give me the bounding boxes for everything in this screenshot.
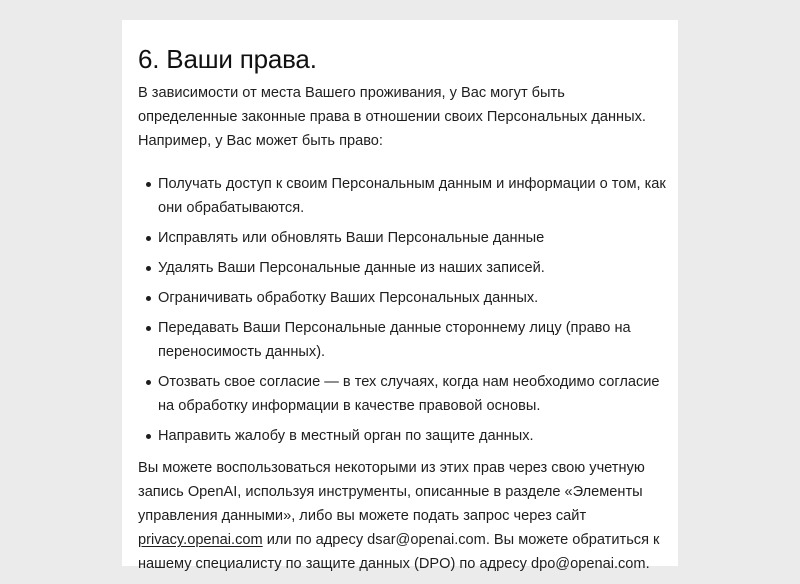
list-item xyxy=(138,286,668,310)
bullet-icon xyxy=(146,296,151,301)
privacy-portal-link[interactable]: privacy.openai.com xyxy=(138,532,263,548)
list-item-text: Передавать Ваши Персональные данные стороннему лицу (право на переносимость данных). xyxy=(158,320,631,360)
list-item-text: Удалять Ваши Персональные данные из наших записей. xyxy=(158,260,545,276)
list-item xyxy=(138,370,668,418)
list-item-text: Получать доступ к своим Персональным данным и информации о том, как они обрабатываются. xyxy=(158,176,666,216)
outro-text-before-link: Вы можете воспользоваться некоторыми из этих прав через свою учетную запись OpenAI, используя инструменты, описанные в разделе «Элементы управления данными», либо вы можете подать запрос через сайт xyxy=(138,460,645,524)
bullet-icon xyxy=(146,434,151,439)
outro-text-after-link: или по адресу dsar@openai.com. Вы можете обратиться к нашему специалисту по защите данных (DPO) по адресу dpo@openai.com. xyxy=(138,532,660,572)
list-item xyxy=(138,256,668,280)
rights-list xyxy=(138,172,668,454)
bullet-icon xyxy=(146,380,151,385)
bullet-icon xyxy=(146,266,151,271)
list-item xyxy=(138,424,668,448)
bullet-icon xyxy=(146,182,151,187)
bullet-icon xyxy=(146,326,151,331)
section-heading: 6. Ваши права. xyxy=(138,44,317,74)
list-item-text: Ограничивать обработку Ваших Персональных данных. xyxy=(158,290,539,306)
outro-paragraph xyxy=(138,456,668,576)
bullet-icon xyxy=(146,236,151,241)
content-card xyxy=(122,20,678,572)
list-item xyxy=(138,172,668,220)
list-item-text: Отозвать свое согласие — в тех случаях, когда нам необходимо согласие на обработку информации в качестве правовой основы. xyxy=(158,374,660,414)
list-item xyxy=(138,316,668,364)
list-item-text: Направить жалобу в местный орган по защите данных. xyxy=(158,428,534,444)
list-item-text: Исправлять или обновлять Ваши Персональные данные xyxy=(158,230,545,246)
intro-paragraph: В зависимости от места Вашего проживания, у Вас могут быть определенные законные права в отношении своих Персональных данных. Например, у Вас может быть право: xyxy=(138,85,646,149)
list-item xyxy=(138,226,668,250)
